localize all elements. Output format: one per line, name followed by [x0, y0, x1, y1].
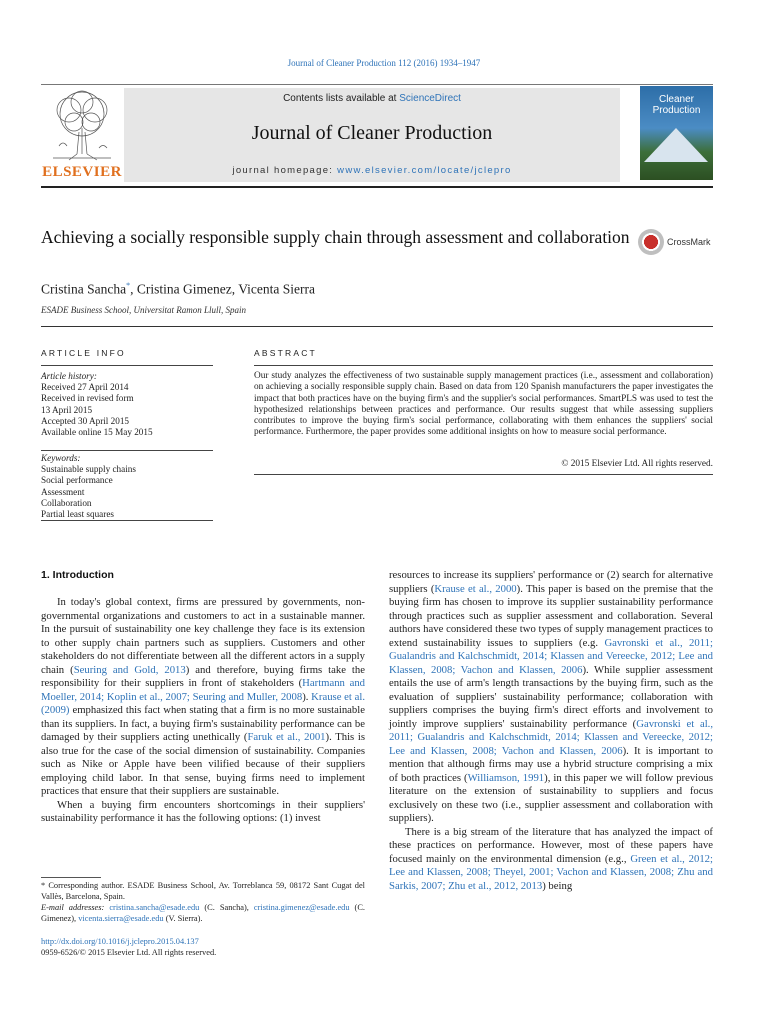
issn-line: 0959-6526/© 2015 Elsevier Ltd. All rights reserved. [41, 948, 217, 957]
title-divider [41, 326, 713, 327]
text-run: ), in this paper we will follow previous literature on the extension of sustainability to suppliers and focus exclusively on these two (i.e., supplier assessment and collaboration with suppliers). [389, 771, 713, 824]
history-item: Accepted 30 April 2015 [41, 415, 130, 426]
citation-link[interactable]: Williamson, 1991 [467, 771, 545, 784]
citation-link[interactable]: Green et al., 2012; Lee and Klassen, 2008; Theyel, 2001; Vachon and Klassen, 2008; Zhu and Sarkis, 2007; Zhu et al., 2012, 2013 [389, 852, 713, 892]
text-run: ). This is also true for the case of the social dimension of sustainability. Companies such as Nike or Apple have been vilified because of their suppliers employing child labor. In that sense, buying firms need to implement practices that ensure that their suppliers are sustainable. [41, 731, 365, 797]
abstract-copyright: © 2015 Elsevier Ltd. All rights reserved. [561, 459, 713, 469]
text-run: resources to increase its suppliers' performance or (2) search for alternative suppliers ( [389, 569, 713, 595]
section-heading: 1. Introduction [41, 569, 114, 581]
article-info-rule [41, 365, 213, 366]
abstract-text: Our study analyzes the effectiveness of two sustainable supply management practices (i.e., assessment and collaboration) on achieving a socially responsible supply chain. Based on data from 120 Spanish manufacturers the paper investigates the impact that both practices have on the buying firm's and the supplier's social performances. SmartPLS was used to test the hypothesized relationships between practices and performance. Our results suggest that while assessing suppliers contributes to improve the buying firm's social performance, collaborating with them enhances the suppliers' social performance. Furthermore, the paper provides some additional insights on how to measure social performance. [254, 371, 713, 438]
email-label: E-mail addresses: [41, 903, 110, 912]
sciencedirect-link[interactable]: ScienceDirect [399, 93, 461, 104]
keywords-bottom-rule [41, 520, 213, 521]
elsevier-logo [41, 88, 123, 183]
journal-citation[interactable]: Journal of Cleaner Production 112 (2016) 1934–1947 [287, 58, 481, 68]
text-run: (V. Sierra). [163, 914, 203, 923]
text-run: (C. Sancha), [199, 903, 254, 912]
crossmark-label: CrossMark [667, 237, 711, 247]
affiliation: ESADE Business School, Universitat Ramon Llull, Spain [41, 305, 246, 315]
footnote-address: * Corresponding author. ESADE Business School, Av. Torreblanca 59, 08172 Sant Cugat del Vallès, Barcelona, Spain. [41, 881, 365, 901]
text-run: ) being [542, 879, 573, 892]
header-bottom-rule [41, 186, 713, 188]
email-link[interactable]: vicenta.sierra@esade.edu [78, 914, 164, 923]
text-run: ) and therefore, buying firms take the responsibility for their suppliers in front of stakeholders ( [41, 663, 365, 689]
citation-link[interactable]: Krause et al., 2000 [434, 582, 517, 595]
text-run: ). It is important to mention that although firms may use a hybrid structure comprising a mix of both practices ( [389, 744, 713, 784]
author-name[interactable]: Cristina Sancha [41, 281, 127, 297]
abstract-rule-bottom [254, 474, 713, 475]
article-info-heading: ARTICLE INFO [41, 348, 126, 358]
history-item: Received in revised form [41, 393, 134, 404]
text-run: In today's global context, firms are pressured by governments, non-governmental organizations and customers to act in a sustainable manner. In the pursuit of sustainability one key challenge they face is its extension to other supply chain partners such as suppliers. Customers and other stakeholders do not differentiate between all the different actors in a supply chain ( [41, 596, 365, 676]
author-list [41, 281, 315, 298]
keyword: Social performance [41, 475, 113, 486]
paragraph [389, 569, 713, 826]
history-item: Available online 15 May 2015 [41, 427, 153, 438]
abstract-heading: ABSTRACT [254, 348, 317, 358]
paragraph: When a buying firm encounters shortcomings in their suppliers' sustainability performance it has the following options: (1) invest [41, 798, 365, 824]
keywords-list [41, 453, 213, 520]
text-run: emphasized this fact when stating that a firm is no more sustainable than its suppliers. In fact, a buying firm's sustainability performance can be damaged by their suppliers acting unethically ( [41, 704, 365, 743]
footnote-emails [41, 902, 365, 924]
doi-link[interactable]: http://dx.doi.org/10.1016/j.jclepro.2015.04.137 [41, 937, 199, 946]
crossmark-icon [638, 229, 664, 255]
contents-prefix: Contents lists available at [283, 93, 400, 104]
elsevier-tree-icon [41, 88, 123, 164]
footnote-rule [41, 877, 101, 878]
cover-title-line-1: Cleaner [658, 94, 695, 105]
homepage-line [124, 165, 620, 176]
header-top-rule [41, 84, 713, 85]
abstract-rule-top [254, 365, 713, 366]
cover-title-line-2: Production [652, 105, 701, 116]
journal-name: Journal of Cleaner Production [251, 122, 493, 144]
citation-link[interactable]: Faruk et al., 2001 [247, 731, 326, 743]
email-link[interactable]: cristina.gimenez@esade.edu [253, 903, 350, 912]
keyword: Collaboration [41, 497, 92, 508]
text-run: ). This paper is based on the premise that the buying firm has chosen to improve its supplier sustainability performance through practices such as supplier assessment and collaboration. Several authors have considered these two types of supply management practices to extend sustainability issues to suppliers (e.g. [389, 582, 713, 649]
journal-cover[interactable] [640, 86, 713, 180]
keywords-rule [41, 450, 213, 451]
citation-link[interactable]: Krause et al. (2009) [41, 690, 366, 716]
article-title: Achieving a socially responsible supply chain through assessment and collaboration [41, 227, 630, 247]
citation-link[interactable]: Seuring and Gold, 2013 [73, 663, 186, 676]
citation-link[interactable]: Gavronski et al., 2011; Gualandris and Kalchschmidt, 2014; Klassen and Vereecke, 2012; Lee and Klassen, 2008; Vachon and Klassen, 2006 [389, 717, 714, 757]
text-run: ). While supplier assessment entails the use of arm's length transactions by the buying firm, such as the evaluation of suppliers' sustainability performance; collaboration with suppliers comprises the buying firm's direct efforts and involvement to jointly improve suppliers' sustainability performance ( [389, 663, 714, 730]
text-run: (C. Gimenez), [41, 903, 366, 923]
body-column-right [389, 569, 713, 893]
corresponding-author-mark[interactable]: * [126, 281, 131, 290]
text-run: ). [302, 690, 312, 703]
contents-line [124, 93, 620, 104]
citation-link[interactable]: Hartmann and Moeller, 2014; Koplin et al., 2007; Seuring and Muller, 2008 [41, 677, 366, 703]
email-link[interactable]: cristina.sancha@esade.edu [109, 903, 200, 912]
homepage-prefix: journal homepage: [232, 165, 338, 176]
journal-banner [124, 88, 620, 182]
paragraph [389, 826, 713, 894]
history-label: Article history: [41, 371, 97, 381]
citation-link[interactable]: Gavronski et al., 2011; Gualandris and Kalchschmidt, 2014; Klassen and Vereecke, 2012; Lee and Klassen, 2008; Vachon and Klassen, 2006 [389, 636, 713, 676]
crossmark-badge[interactable] [638, 229, 718, 259]
coauthor-names: , Cristina Gimenez, Vicenta Sierra [130, 281, 315, 297]
keyword: Sustainable supply chains [41, 464, 136, 475]
corresponding-author-footnote [41, 880, 365, 924]
cover-mountain-image [644, 128, 708, 162]
text-run: There is a big stream of the literature that has analyzed the impact of these practices on performance. However, most of these papers have focused mainly on the environmental dimension (e.g., [389, 825, 713, 865]
keyword: Partial least squares [41, 509, 114, 520]
homepage-link[interactable]: www.elsevier.com/locate/jclepro [337, 165, 512, 176]
cover-title [640, 94, 713, 116]
body-column-left [41, 596, 365, 826]
article-history [41, 371, 213, 438]
keyword: Assessment [41, 486, 85, 497]
paragraph [41, 596, 365, 799]
history-item: 13 April 2015 [41, 404, 93, 415]
keywords-label: Keywords: [41, 453, 81, 463]
elsevier-wordmark: ELSEVIER [42, 164, 122, 180]
history-item: Received 27 April 2014 [41, 382, 129, 393]
